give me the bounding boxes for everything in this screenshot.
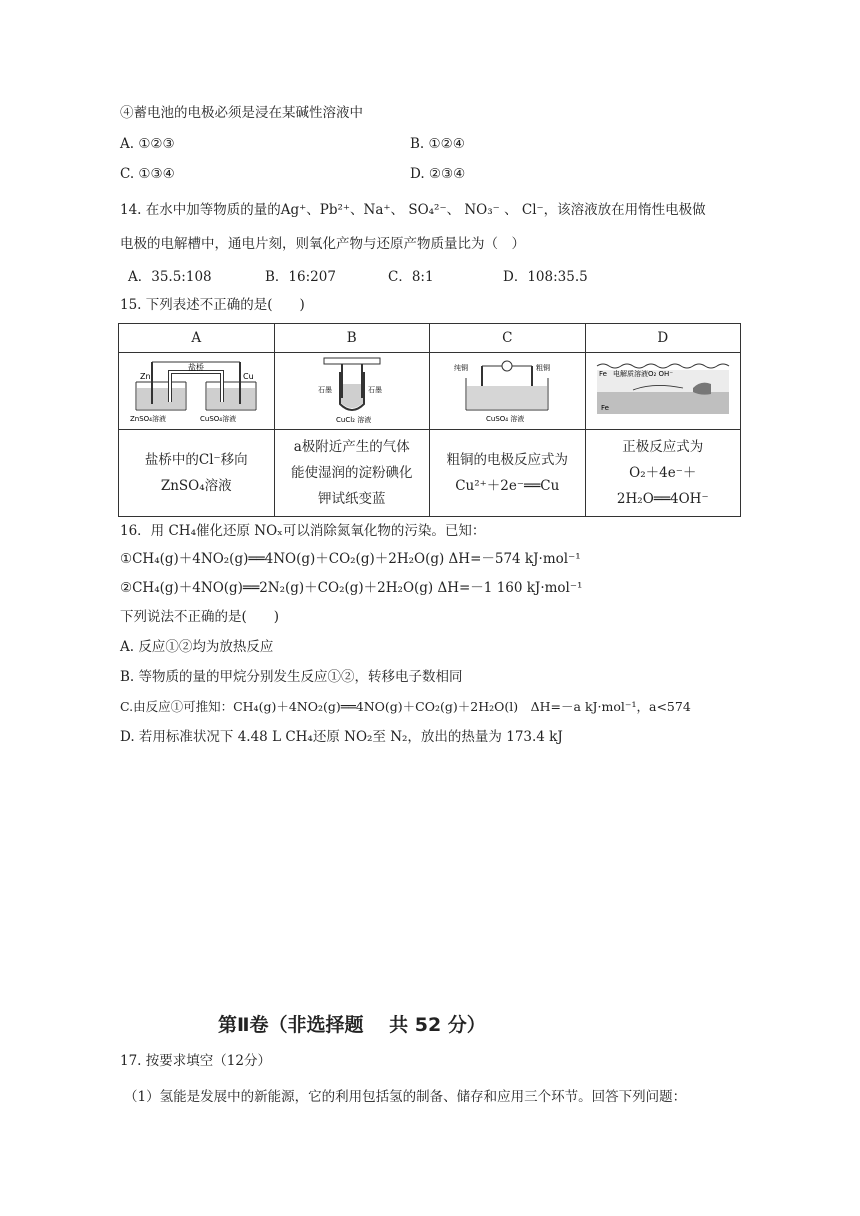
q15-header-b: B [274,324,430,353]
svg-text:盐桥: 盐桥 [188,363,205,372]
q15-statement-a: 盐桥中的Cl⁻移向 ZnSO₄溶液 [119,430,275,517]
q14-choice-c: C．8:1 [388,269,434,285]
svg-text:CuSO₄溶液: CuSO₄溶液 [200,415,237,423]
svg-text:Fe: Fe [600,404,609,412]
q16-choice-b: B. 等物质的量的甲烷分别发生反应①②，转移电子数相同 [120,669,463,685]
q16-ask: 下列说法不正确的是( ) [120,609,280,625]
q16-equation-1: ①CH₄(g)＋4NO₂(g)══4NO(g)＋CO₂(g)＋2H₂O(g) ΔH=－574 kJ·mol⁻¹ [120,551,581,567]
corrosion-diagram [593,354,733,424]
q13-choice-c: C. ①③④ [120,166,175,182]
q15-diagram-d-cell [585,353,741,430]
q13-choice-a: A. ①②③ [120,136,175,152]
salt-bridge-cell-diagram [126,354,266,424]
q15-statement-b: a极附近产生的气体 能使湿润的淀粉碘化 钾试纸变蓝 [274,430,430,517]
q13-choice-d: D. ②③④ [410,166,466,182]
svg-text:石墨: 石墨 [317,386,332,394]
q16-equation-2: ②CH₄(g)＋4NO(g)══2N₂(g)＋CO₂(g)＋2H₂O(g) ΔH=－1 160 kJ·mol⁻¹ [120,580,583,596]
svg-text:Zn: Zn [140,372,151,381]
q15-stem: 15. 下列表述不正确的是( ) [120,297,305,313]
q14-stem-line1: 14. 在水中加等物质的量的Ag⁺、Pb²⁺、Na⁺、 SO₄²⁻、 NO₃⁻ 、 Cl⁻，该溶液放在用惰性电极做 [120,202,706,218]
q16-choice-c: C.由反应①可推知：CH₄(g)＋4NO₂(g)══4NO(g)＋CO₂(g)＋2H₂O(l) ΔH=－a kJ·mol⁻¹，a<574 [120,699,691,714]
q17-stem: 17. 按要求填空（12分） [120,1053,271,1069]
q13-choice-b: B. ①②④ [410,136,465,152]
q15-diagram-c-cell [430,353,586,430]
copper-refining-diagram [452,354,562,424]
q15-diagram-b-cell [274,353,430,430]
q15-header-d: D [585,324,741,353]
q16-choice-d: D. 若用标准状况下 4.48 L CH₄还原 NO₂至 N₂，放出的热量为 173.4 kJ [120,729,563,745]
u-tube-electrolysis-diagram [302,354,402,424]
svg-text:石墨: 石墨 [367,386,382,394]
q15-header-a: A [119,324,275,353]
q15-diagram-a-cell [119,353,275,430]
svg-text:电解质溶液O₂ OH⁻: 电解质溶液O₂ OH⁻ [612,370,673,378]
q14-stem-line2: 电极的电解槽中，通电片刻，则氧化产物与还原产物质量比为（ ） [120,236,525,252]
svg-text:CuSO₄ 溶液: CuSO₄ 溶液 [486,415,525,423]
q15-table [118,323,741,517]
q16-stem: 16．用 CH₄催化还原 NOₓ可以消除氮氧化物的污染。已知： [120,523,486,539]
svg-text:CuCl₂ 溶液: CuCl₂ 溶液 [335,416,371,424]
svg-text:Cu: Cu [243,372,254,381]
q16-choice-a: A. 反应①②均为放热反应 [120,639,274,655]
q17-part1: （1）氢能是发展中的新能源，它的利用包括氢的制备、储存和应用三个环节。回答下列问题： [124,1089,687,1105]
q13-statement-4: ④蓄电池的电极必须是浸在某碱性溶液中 [120,105,363,121]
q15-statement-d: 正极反应式为 O₂＋4e⁻＋2H₂O══4OH⁻ [585,430,741,517]
svg-text:纯铜: 纯铜 [454,364,469,372]
section-title: 第Ⅱ卷（非选择题 共 52 分） [218,1014,486,1036]
q14-choice-a: A．35.5:108 [128,269,212,285]
q14-choice-d: D．108:35.5 [503,269,588,285]
svg-text:粗铜: 粗铜 [536,364,551,372]
q14-choice-b: B．16:207 [265,269,336,285]
q15-header-c: C [430,324,586,353]
q15-statement-c: 粗铜的电极反应式为 Cu²⁺＋2e⁻══Cu [430,430,586,517]
svg-text:ZnSO₄溶液: ZnSO₄溶液 [130,415,167,423]
svg-text:Fe: Fe [598,370,607,378]
